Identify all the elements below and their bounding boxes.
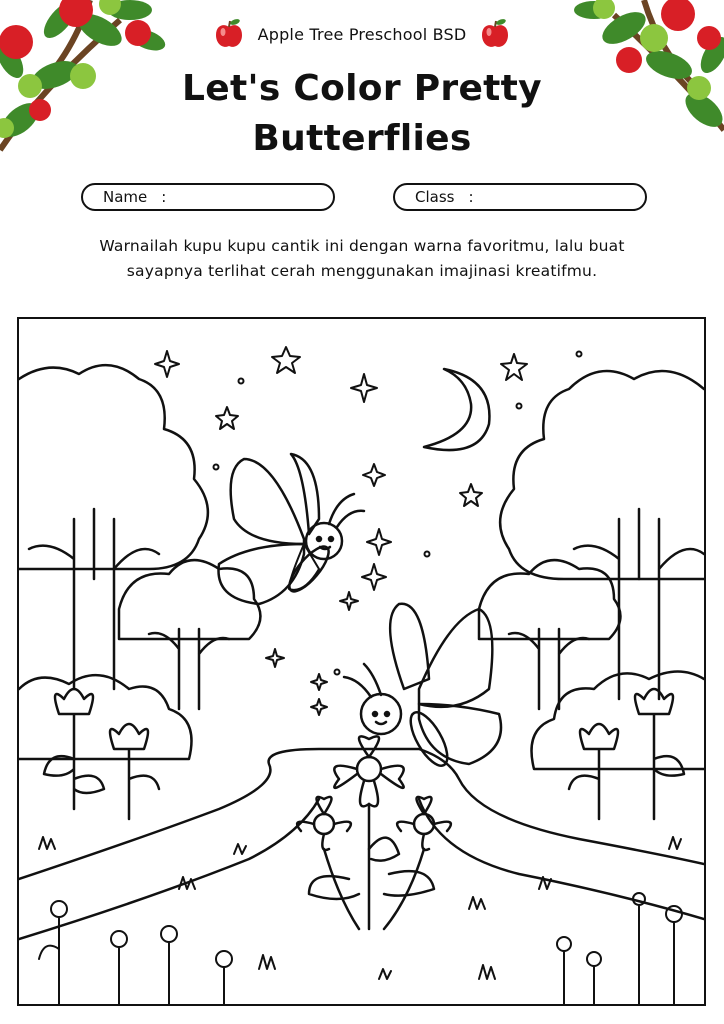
butterfly-top <box>219 454 365 604</box>
school-header <box>0 18 724 50</box>
title-line-1: Let's Color Pretty <box>182 68 542 109</box>
page-title <box>0 64 724 164</box>
coloring-area[interactable] <box>17 317 706 1006</box>
coloring-scene <box>19 319 704 1004</box>
name-separator: : <box>161 188 167 206</box>
flowers-center <box>297 736 451 929</box>
flowers-bottom <box>39 893 682 1004</box>
class-field[interactable] <box>393 183 647 211</box>
class-separator: : <box>468 188 474 206</box>
school-name: Apple Tree Preschool BSD <box>257 24 467 44</box>
name-field[interactable] <box>81 183 335 211</box>
instructions-line-1: Warnailah kupu kupu cantik ini dengan warna favoritmu, lalu buat <box>99 237 625 255</box>
title-line-2: Butterflies <box>252 118 472 159</box>
tree-right <box>500 371 704 699</box>
stars <box>155 347 582 715</box>
flowers-left <box>44 689 159 819</box>
tree-middle-right <box>479 560 620 709</box>
class-label: Class <box>415 188 455 206</box>
instructions-line-2: sayapnya terlihat cerah menggunakan imajinasi kreatifmu. <box>126 262 598 280</box>
name-label: Name <box>103 188 148 206</box>
instructions <box>60 234 664 284</box>
butterfly-bottom <box>344 604 501 771</box>
flowers-right <box>569 689 684 819</box>
apple-icon <box>214 18 244 50</box>
path-edge <box>19 799 704 939</box>
moon <box>424 369 489 450</box>
apple-icon <box>480 18 510 50</box>
grass <box>39 837 681 979</box>
bush-left <box>19 675 192 759</box>
